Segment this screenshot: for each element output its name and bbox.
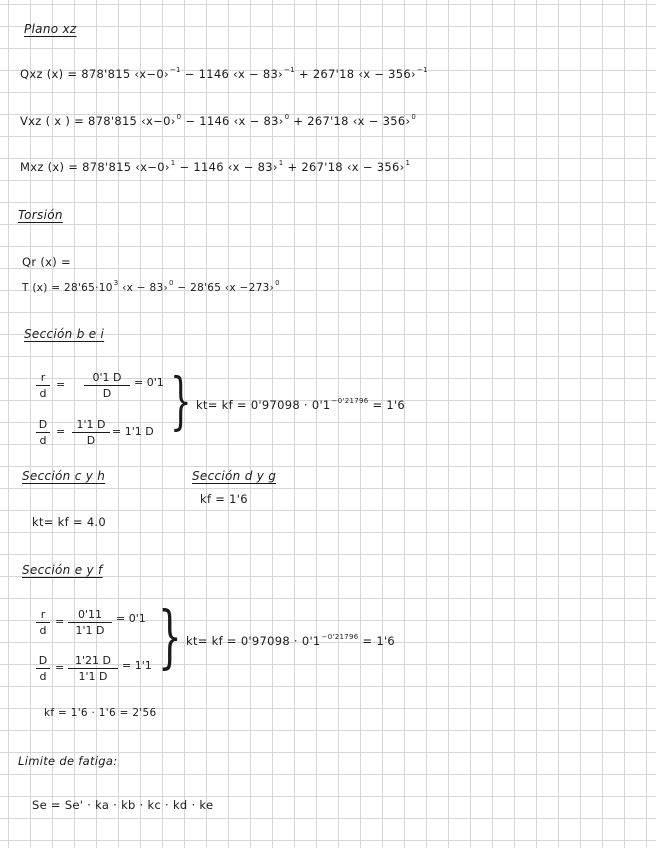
denominator: D: [102, 387, 112, 400]
fraction-result: = 1'1: [122, 659, 152, 672]
equation-lhs: T (x) = 28'65·10: [22, 282, 113, 294]
section-title-fatigue-limit: [18, 754, 117, 768]
denominator: D: [86, 434, 96, 447]
section-title-dyg: Sección d y g: [192, 469, 277, 483]
denominator: d: [39, 434, 47, 447]
fraction-value: [84, 371, 130, 400]
exponent: 1: [278, 159, 284, 167]
exponent: 0: [275, 279, 280, 287]
equals-sign: =: [56, 378, 66, 391]
equation-lhs: Vxz ( x ) =: [20, 114, 89, 128]
numerator: 0'1 D: [84, 371, 130, 386]
kf-product: kf = 1'6 · 1'6 = 2'56: [44, 707, 157, 719]
exponent: −1: [284, 66, 295, 74]
torque-equation: [22, 279, 280, 294]
denominator: d: [39, 670, 47, 683]
equation-term: − 1146 ‹x − 83›: [175, 160, 278, 174]
numerator: D: [36, 654, 50, 669]
equation-term: − 1146 ‹x − 83›: [181, 114, 284, 128]
exponent: −1: [169, 66, 181, 74]
denominator: 1'1 D: [78, 670, 108, 683]
fraction-r-over-d: [36, 371, 50, 400]
equation-result: = 1'6: [372, 398, 406, 412]
exponent: 1: [405, 159, 411, 167]
exponent: 0: [169, 279, 174, 287]
numerator: 1'21 D: [68, 654, 118, 669]
exponent: −0'21796: [331, 397, 369, 405]
kf-value-dyg: kf = 1'6: [200, 492, 248, 506]
shear-load-equation: [20, 66, 428, 81]
equals-sign: =: [56, 425, 66, 438]
equation-term: + 267'18 ‹x − 356›: [283, 160, 405, 174]
fraction-result: = 0'1: [134, 376, 164, 389]
fraction-result: = 1'1 D: [112, 425, 154, 438]
fatigue-title: Limite de fatiga:: [18, 754, 118, 768]
fraction-value: [68, 608, 112, 637]
fraction-result: = 0'1: [116, 612, 146, 625]
equation-term: ‹x − 83›: [118, 282, 168, 294]
section-title-torsion: Torsión: [18, 208, 63, 222]
exponent: 0: [284, 113, 290, 121]
equation-term: + 267'18 ‹x − 356›: [294, 67, 416, 81]
numerator: 0'11: [68, 608, 112, 623]
equation-term: kt= kf = 0'97098 · 0'1: [186, 634, 321, 648]
equation-lhs: Qxz (x) =: [20, 67, 82, 81]
denominator: d: [39, 624, 47, 637]
equation-term: + 267'18 ‹x − 356›: [289, 114, 411, 128]
curly-brace-icon: }: [170, 364, 192, 437]
section-title-cyh: Sección c y h: [22, 469, 106, 483]
numerator: D: [36, 418, 50, 433]
equals-sign: =: [55, 661, 65, 674]
equals-sign: =: [55, 615, 65, 628]
bending-moment-equation: [20, 159, 410, 174]
exponent: −1: [416, 66, 428, 74]
denominator: d: [39, 387, 47, 400]
section-title-bei: Sección b e i: [24, 327, 105, 341]
fraction-D-over-d: [36, 654, 50, 683]
fraction-value: [72, 418, 110, 447]
endurance-limit-equation: Se = Se' · ka · kb · kc · kd · ke: [32, 798, 214, 812]
fraction-D-over-d: [36, 418, 50, 447]
exponent: −0'21796: [321, 633, 359, 641]
denominator: 1'1 D: [75, 624, 105, 637]
equation-result: = 1'6: [362, 634, 396, 648]
section-title-plano-xz: Plano xz: [24, 22, 77, 36]
torsion-load-line: Qr (x) =: [22, 255, 71, 269]
equation-term: 878'815 ‹x−0›: [82, 160, 170, 174]
exponent: 1: [170, 159, 176, 167]
stress-concentration-equation: [186, 633, 395, 648]
equation-term: − 1146 ‹x − 83›: [180, 67, 284, 81]
shear-force-equation: [20, 113, 416, 128]
numerator: r: [36, 608, 50, 623]
equation-term: 878'815 ‹x−0›: [88, 114, 176, 128]
equation-lhs: Mxz (x) =: [20, 160, 83, 174]
curly-brace-icon: }: [158, 598, 182, 677]
section-title-eyf: Sección e y f: [22, 563, 103, 577]
numerator: r: [36, 371, 50, 386]
fraction-r-over-d: [36, 608, 50, 637]
equation-term: − 28'65 ‹x −273›: [173, 282, 275, 294]
exponent: 0: [176, 113, 182, 121]
kt-value-cyh: kt= kf = 4.0: [32, 515, 107, 529]
stress-concentration-equation: [196, 397, 405, 412]
equation-term: 878'815 ‹x−0›: [81, 67, 169, 81]
equation-term: kt= kf = 0'97098 · 0'1: [196, 398, 331, 412]
numerator: 1'1 D: [72, 418, 110, 433]
fraction-value: [68, 654, 118, 683]
exponent: 0: [411, 113, 417, 121]
exponent: 3: [113, 279, 119, 287]
